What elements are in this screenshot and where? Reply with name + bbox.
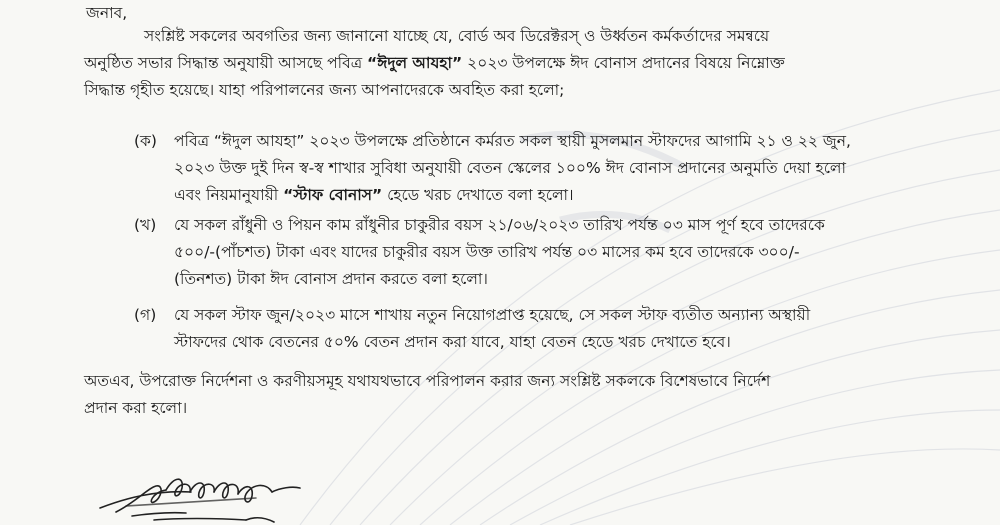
eid-ul-adha-bold: “ঈদুল আযহা” [367, 54, 463, 72]
closing-line-2: প্রদান করা হলো। [84, 399, 188, 417]
intro-paragraph [84, 23, 976, 104]
list-item-line: ২০২৩ উক্ত দুই দিন স্ব-স্ব শাখার সুবিধা অনুযায়ী বেতন স্কেলের ১০০% ঈদ বোনাস প্রদানের অনুমতি দেয়া হলো [174, 159, 846, 177]
intro-line-1: সংশ্লিষ্ট সকলের অবগতির জন্য জানানো যাচ্ছে যে, বোর্ড অব ডিরেক্টরস্ ও উর্ধ্বতন কর্মকর্তাদের সমন্বয়ে [144, 27, 770, 45]
list-item-line: স্টাফদের থোক বেতনের ৫০% বেতন প্রদান করা যাবে, যাহা বেতন হেডে খরচ দেখাতে হবে। [174, 333, 731, 351]
list-item-line [174, 182, 851, 209]
list-item-line-post: হেডে খরচ দেখাতে বলা হলো। [382, 186, 574, 204]
signature [96, 468, 346, 525]
list-marker: (গ) [134, 306, 157, 324]
intro-line-2-pre: অনুষ্ঠিত সভার সিদ্ধান্ত অনুযায়ী আসছে পবিত্র [84, 54, 368, 72]
list-item-body [174, 302, 810, 356]
list-item-body [174, 212, 825, 293]
list-item-line: যে সকল রাঁধুনী ও পিয়ন কাম রাঁধুনীর চাকুরীর বয়স ২১/০৬/২০২৩ তারিখ পর্যন্ত ০৩ মাস পূর্ণ হবে তাদেরকে [174, 216, 825, 234]
list-item-line: (তিনশত) টাকা ঈদ বোনাস প্রদান করতে বলা হলো। [174, 270, 488, 288]
closing-line-1: অতএব, উপরোক্ত নির্দেশনা ও করণীয়সমূহ যথাযথভাবে পরিপালন করার জন্য সংশ্লিষ্ট সকলকে বিশেষভাবে নির্দেশ [84, 372, 771, 390]
list-item-line: পবিত্র “ঈদুল আযহা” ২০২৩ উপলক্ষে প্রতিষ্ঠানে কর্মরত সকল স্থায়ী মুসলমান স্টাফদের আগামি ২১ ও ২২ জুন, [174, 132, 851, 150]
intro-line-2 [84, 50, 976, 77]
intro-line-3: সিদ্ধান্ত গৃহীত হয়েছে। যাহা পরিপালনের জন্য আপনাদেরকে অবহিত করা হলো; [84, 81, 565, 99]
staff-bonus-bold: “স্টাফ বোনাস” [283, 186, 383, 204]
list-marker: (খ) [134, 216, 157, 234]
list-marker: (ক) [134, 132, 157, 150]
greeting: জনাব, [86, 4, 128, 22]
list-item-line: যে সকল স্টাফ জুন/২০২৩ মাসে শাখায় নতুন নিয়োগপ্রাপ্ত হয়েছে, সে সকল স্টাফ ব্যতীত অন্যান্য অস্থায়ী [174, 306, 811, 324]
list-item-line-pre: এবং নিয়মানুযায়ী [174, 186, 284, 204]
intro-line-2-post: ২০২৩ উপলক্ষে ঈদ বোনাস প্রদানের বিষয়ে নিম্নোক্ত [462, 54, 785, 72]
list-item-body [174, 128, 851, 209]
closing-paragraph [84, 368, 976, 422]
list-item-line: ৫০০/-(পাঁচশত) টাকা এবং যাদের চাকুরীর বয়স উক্ত তারিখ পর্যন্ত ০৩ মাসের কম হবে তাদেরকে ৩০০/- [174, 243, 800, 261]
